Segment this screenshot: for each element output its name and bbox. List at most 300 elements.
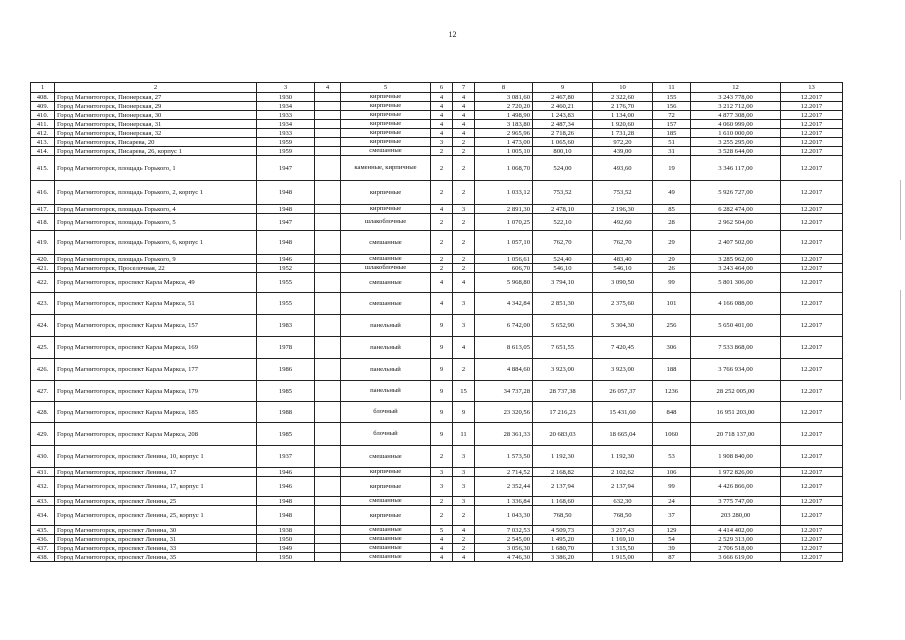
year-cell: 1934 bbox=[257, 102, 315, 111]
residential-area-cell: 7 420,45 bbox=[593, 337, 653, 359]
col4-cell bbox=[315, 506, 341, 526]
entrances-cell: 3 bbox=[453, 315, 475, 337]
wall-material-cell: кирпичные bbox=[341, 129, 431, 138]
living-area-cell: 1 495,20 bbox=[533, 535, 593, 544]
col-header-10: 10 bbox=[593, 83, 653, 93]
residential-area-cell: 2 176,70 bbox=[593, 102, 653, 111]
cost-cell: 5 801 306,00 bbox=[691, 273, 781, 293]
residents-cell: 24 bbox=[653, 497, 691, 506]
page-number: 12 bbox=[448, 30, 457, 39]
floors-cell: 4 bbox=[431, 293, 453, 315]
year-cell: 1933 bbox=[257, 129, 315, 138]
entrances-cell: 4 bbox=[453, 102, 475, 111]
total-area-cell: 2 352,44 bbox=[475, 477, 533, 497]
total-area-cell: 6 742,00 bbox=[475, 315, 533, 337]
year-cell: 1933 bbox=[257, 111, 315, 120]
address-cell: Город Магнитогорск, проспект Карла Маркса, 169 bbox=[55, 337, 257, 359]
address-cell: Город Магнитогорск, Пионерская, 30 bbox=[55, 111, 257, 120]
year-cell: 1978 bbox=[257, 337, 315, 359]
table-row bbox=[31, 293, 843, 315]
address-cell: Город Магнитогорск, проспект Ленина, 17 bbox=[55, 468, 257, 477]
cost-cell: 3 666 619,00 bbox=[691, 553, 781, 562]
cost-cell: 2 407 502,00 bbox=[691, 231, 781, 255]
wall-material-cell: смешанные bbox=[341, 293, 431, 315]
row-number-cell: 419. bbox=[31, 231, 55, 255]
table-row bbox=[31, 264, 843, 273]
table-row bbox=[31, 214, 843, 231]
address-cell: Город Магнитогорск, Проселочная, 22 bbox=[55, 264, 257, 273]
table-row bbox=[31, 381, 843, 402]
residential-area-cell: 1 731,28 bbox=[593, 129, 653, 138]
floors-cell: 2 bbox=[431, 181, 453, 205]
wall-material-cell: кирпичные bbox=[341, 102, 431, 111]
entrances-cell: 3 bbox=[453, 205, 475, 214]
date-cell: 12.2017 bbox=[781, 293, 843, 315]
residential-area-cell: 972,20 bbox=[593, 138, 653, 147]
residential-area-cell: 1 315,50 bbox=[593, 544, 653, 553]
address-cell: Город Магнитогорск, проспект Ленина, 31 bbox=[55, 535, 257, 544]
address-cell: Город Магнитогорск, Пионерская, 31 bbox=[55, 120, 257, 129]
living-area-cell: 7 651,55 bbox=[533, 337, 593, 359]
living-area-cell: 2 478,10 bbox=[533, 205, 593, 214]
total-area-cell: 1 573,50 bbox=[475, 446, 533, 468]
residents-cell: 188 bbox=[653, 359, 691, 381]
address-cell: Город Магнитогорск, Пионерская, 27 bbox=[55, 93, 257, 102]
address-cell: Город Магнитогорск, проспект Ленина, 10, корпус 1 bbox=[55, 446, 257, 468]
residents-cell: 49 bbox=[653, 181, 691, 205]
col4-cell bbox=[315, 535, 341, 544]
year-cell: 1948 bbox=[257, 205, 315, 214]
living-area-cell: 20 683,03 bbox=[533, 423, 593, 446]
col4-cell bbox=[315, 231, 341, 255]
address-cell: Город Магнитогорск, площадь Горького, 2, корпус 1 bbox=[55, 181, 257, 205]
row-number-cell: 416. bbox=[31, 181, 55, 205]
total-area-cell: 3 183,80 bbox=[475, 120, 533, 129]
entrances-cell: 2 bbox=[453, 359, 475, 381]
living-area-cell: 800,10 bbox=[533, 147, 593, 156]
col4-cell bbox=[315, 497, 341, 506]
date-cell: 12.2017 bbox=[781, 93, 843, 102]
residential-area-cell: 1 169,10 bbox=[593, 535, 653, 544]
floors-cell: 2 bbox=[431, 231, 453, 255]
table-row bbox=[31, 506, 843, 526]
living-area-cell: 524,40 bbox=[533, 255, 593, 264]
date-cell: 12.2017 bbox=[781, 138, 843, 147]
floors-cell: 4 bbox=[431, 111, 453, 120]
floors-cell: 9 bbox=[431, 423, 453, 446]
col4-cell bbox=[315, 468, 341, 477]
cost-cell: 6 282 474,00 bbox=[691, 205, 781, 214]
address-cell: Город Магнитогорск, Писарева, 26, корпус 1 bbox=[55, 147, 257, 156]
residents-cell: 129 bbox=[653, 526, 691, 535]
year-cell: 1938 bbox=[257, 526, 315, 535]
entrances-cell: 3 bbox=[453, 468, 475, 477]
wall-material-cell: кирпичные bbox=[341, 181, 431, 205]
residents-cell: 51 bbox=[653, 138, 691, 147]
residents-cell: 306 bbox=[653, 337, 691, 359]
wall-material-cell: кирпичные bbox=[341, 120, 431, 129]
living-area-cell: 28 737,38 bbox=[533, 381, 593, 402]
entrances-cell: 2 bbox=[453, 255, 475, 264]
col-header-11: 11 bbox=[653, 83, 691, 93]
floors-cell: 2 bbox=[431, 446, 453, 468]
year-cell: 1948 bbox=[257, 181, 315, 205]
year-cell: 1985 bbox=[257, 381, 315, 402]
cost-cell: 3 775 747,00 bbox=[691, 497, 781, 506]
table-row bbox=[31, 402, 843, 423]
year-cell: 1946 bbox=[257, 477, 315, 497]
table-row bbox=[31, 423, 843, 446]
wall-material-cell: шлакоблочные bbox=[341, 264, 431, 273]
table-row bbox=[31, 497, 843, 506]
wall-material-cell: смешанные bbox=[341, 553, 431, 562]
wall-material-cell: кирпичные bbox=[341, 477, 431, 497]
year-cell: 1952 bbox=[257, 264, 315, 273]
table-row bbox=[31, 535, 843, 544]
row-number-cell: 411. bbox=[31, 120, 55, 129]
date-cell: 12.2017 bbox=[781, 181, 843, 205]
date-cell: 12.2017 bbox=[781, 273, 843, 293]
floors-cell: 2 bbox=[431, 506, 453, 526]
living-area-cell: 753,52 bbox=[533, 181, 593, 205]
table-row bbox=[31, 446, 843, 468]
date-cell: 12.2017 bbox=[781, 506, 843, 526]
living-area-cell: 5 652,90 bbox=[533, 315, 593, 337]
date-cell: 12.2017 bbox=[781, 129, 843, 138]
table-row bbox=[31, 102, 843, 111]
address-cell: Город Магнитогорск, проспект Карла Маркса, 177 bbox=[55, 359, 257, 381]
col-header-7: 7 bbox=[453, 83, 475, 93]
row-number-cell: 413. bbox=[31, 138, 55, 147]
living-area-cell: 3 794,10 bbox=[533, 273, 593, 293]
table-row bbox=[31, 138, 843, 147]
address-cell: Город Магнитогорск, площадь Горького, 4 bbox=[55, 205, 257, 214]
scan-artifact bbox=[900, 180, 901, 240]
address-cell: Город Магнитогорск, проспект Карла Маркса, 208 bbox=[55, 423, 257, 446]
year-cell: 1959 bbox=[257, 147, 315, 156]
row-number-cell: 412. bbox=[31, 129, 55, 138]
table-row bbox=[31, 93, 843, 102]
total-area-cell: 8 613,05 bbox=[475, 337, 533, 359]
residential-area-cell: 18 665,04 bbox=[593, 423, 653, 446]
scan-artifact bbox=[900, 290, 901, 400]
col4-cell bbox=[315, 446, 341, 468]
wall-material-cell: смешанные bbox=[341, 497, 431, 506]
residential-area-cell: 2 137,94 bbox=[593, 477, 653, 497]
living-area-cell: 2 718,26 bbox=[533, 129, 593, 138]
residents-cell: 54 bbox=[653, 535, 691, 544]
residential-area-cell: 2 102,62 bbox=[593, 468, 653, 477]
year-cell: 1948 bbox=[257, 506, 315, 526]
residents-cell: 26 bbox=[653, 264, 691, 273]
floors-cell: 2 bbox=[431, 214, 453, 231]
col-header-12: 12 bbox=[691, 83, 781, 93]
living-area-cell: 2 851,30 bbox=[533, 293, 593, 315]
cost-cell: 3 528 644,00 bbox=[691, 147, 781, 156]
living-area-cell: 768,50 bbox=[533, 506, 593, 526]
address-cell: Город Магнитогорск, Пионерская, 32 bbox=[55, 129, 257, 138]
floors-cell: 4 bbox=[431, 535, 453, 544]
date-cell: 12.2017 bbox=[781, 147, 843, 156]
cost-cell: 3 255 295,00 bbox=[691, 138, 781, 147]
total-area-cell: 3 056,30 bbox=[475, 544, 533, 553]
living-area-cell: 2 467,80 bbox=[533, 93, 593, 102]
date-cell: 12.2017 bbox=[781, 337, 843, 359]
table-row bbox=[31, 129, 843, 138]
col4-cell bbox=[315, 264, 341, 273]
date-cell: 12.2017 bbox=[781, 214, 843, 231]
col-header-4: 4 bbox=[315, 83, 341, 93]
year-cell: 1950 bbox=[257, 535, 315, 544]
residents-cell: 99 bbox=[653, 477, 691, 497]
year-cell: 1937 bbox=[257, 446, 315, 468]
year-cell: 1930 bbox=[257, 93, 315, 102]
cost-cell: 5 650 401,00 bbox=[691, 315, 781, 337]
residents-cell: 848 bbox=[653, 402, 691, 423]
table-row bbox=[31, 544, 843, 553]
date-cell: 12.2017 bbox=[781, 446, 843, 468]
col4-cell bbox=[315, 102, 341, 111]
floors-cell: 4 bbox=[431, 102, 453, 111]
residents-cell: 29 bbox=[653, 255, 691, 264]
residents-cell: 39 bbox=[653, 544, 691, 553]
floors-cell: 9 bbox=[431, 359, 453, 381]
table-row bbox=[31, 477, 843, 497]
wall-material-cell: кирпичные bbox=[341, 506, 431, 526]
residential-area-cell: 2 375,60 bbox=[593, 293, 653, 315]
entrances-cell: 4 bbox=[453, 93, 475, 102]
row-number-cell: 425. bbox=[31, 337, 55, 359]
entrances-cell: 11 bbox=[453, 423, 475, 446]
row-number-cell: 426. bbox=[31, 359, 55, 381]
col-header-5: 5 bbox=[341, 83, 431, 93]
col4-cell bbox=[315, 423, 341, 446]
date-cell: 12.2017 bbox=[781, 231, 843, 255]
residential-area-cell: 1 134,00 bbox=[593, 111, 653, 120]
total-area-cell: 3 081,60 bbox=[475, 93, 533, 102]
row-number-cell: 423. bbox=[31, 293, 55, 315]
entrances-cell: 2 bbox=[453, 138, 475, 147]
residents-cell: 72 bbox=[653, 111, 691, 120]
total-area-cell: 4 342,84 bbox=[475, 293, 533, 315]
wall-material-cell: кирпичные bbox=[341, 468, 431, 477]
floors-cell: 4 bbox=[431, 544, 453, 553]
total-area-cell: 1 070,25 bbox=[475, 214, 533, 231]
floors-cell: 2 bbox=[431, 156, 453, 181]
row-number-cell: 427. bbox=[31, 381, 55, 402]
year-cell: 1947 bbox=[257, 156, 315, 181]
row-number-cell: 438. bbox=[31, 553, 55, 562]
total-area-cell: 1 068,70 bbox=[475, 156, 533, 181]
total-area-cell: 1 056,61 bbox=[475, 255, 533, 264]
table-row bbox=[31, 231, 843, 255]
wall-material-cell: каменные, кирпичные bbox=[341, 156, 431, 181]
col4-cell bbox=[315, 205, 341, 214]
address-cell: Город Магнитогорск, Пионерская, 29 bbox=[55, 102, 257, 111]
entrances-cell: 4 bbox=[453, 273, 475, 293]
floors-cell: 3 bbox=[431, 477, 453, 497]
living-area-cell: 1 192,30 bbox=[533, 446, 593, 468]
address-cell: Город Магнитогорск, проспект Ленина, 33 bbox=[55, 544, 257, 553]
address-cell: Город Магнитогорск, проспект Карла Маркса, 49 bbox=[55, 273, 257, 293]
col4-cell bbox=[315, 544, 341, 553]
row-number-cell: 434. bbox=[31, 506, 55, 526]
year-cell: 1946 bbox=[257, 468, 315, 477]
year-cell: 1959 bbox=[257, 138, 315, 147]
residential-area-cell: 483,40 bbox=[593, 255, 653, 264]
date-cell: 12.2017 bbox=[781, 497, 843, 506]
row-number-cell: 410. bbox=[31, 111, 55, 120]
row-number-cell: 436. bbox=[31, 535, 55, 544]
floors-cell: 4 bbox=[431, 553, 453, 562]
entrances-cell: 4 bbox=[453, 526, 475, 535]
entrances-cell: 2 bbox=[453, 544, 475, 553]
year-cell: 1948 bbox=[257, 231, 315, 255]
living-area-cell: 4 509,73 bbox=[533, 526, 593, 535]
residential-area-cell: 1 920,60 bbox=[593, 120, 653, 129]
cost-cell: 3 243 464,00 bbox=[691, 264, 781, 273]
living-area-cell: 2 487,34 bbox=[533, 120, 593, 129]
row-number-cell: 417. bbox=[31, 205, 55, 214]
total-area-cell: 2 720,20 bbox=[475, 102, 533, 111]
cost-cell: 5 926 727,00 bbox=[691, 181, 781, 205]
floors-cell: 4 bbox=[431, 273, 453, 293]
col4-cell bbox=[315, 138, 341, 147]
residents-cell: 101 bbox=[653, 293, 691, 315]
cost-cell: 4 060 999,00 bbox=[691, 120, 781, 129]
year-cell: 1946 bbox=[257, 255, 315, 264]
living-area-cell: 2 137,94 bbox=[533, 477, 593, 497]
cost-cell: 3 285 962,00 bbox=[691, 255, 781, 264]
date-cell: 12.2017 bbox=[781, 120, 843, 129]
residential-area-cell: 753,52 bbox=[593, 181, 653, 205]
residential-area-cell: 26 057,37 bbox=[593, 381, 653, 402]
date-cell: 12.2017 bbox=[781, 315, 843, 337]
total-area-cell: 2 545,00 bbox=[475, 535, 533, 544]
entrances-cell: 4 bbox=[453, 111, 475, 120]
year-cell: 1934 bbox=[257, 120, 315, 129]
wall-material-cell: смешанные bbox=[341, 535, 431, 544]
date-cell: 12.2017 bbox=[781, 468, 843, 477]
residential-area-cell: 632,30 bbox=[593, 497, 653, 506]
year-cell: 1950 bbox=[257, 553, 315, 562]
residential-area-cell: 3 090,50 bbox=[593, 273, 653, 293]
col4-cell bbox=[315, 359, 341, 381]
cost-cell: 3 243 778,00 bbox=[691, 93, 781, 102]
entrances-cell: 3 bbox=[453, 477, 475, 497]
row-number-cell: 429. bbox=[31, 423, 55, 446]
residential-area-cell: 768,50 bbox=[593, 506, 653, 526]
row-number-cell: 418. bbox=[31, 214, 55, 231]
col4-cell bbox=[315, 255, 341, 264]
entrances-cell: 2 bbox=[453, 231, 475, 255]
table-row bbox=[31, 120, 843, 129]
wall-material-cell: панельный bbox=[341, 359, 431, 381]
living-area-cell: 3 923,00 bbox=[533, 359, 593, 381]
wall-material-cell: панельный bbox=[341, 315, 431, 337]
date-cell: 12.2017 bbox=[781, 544, 843, 553]
floors-cell: 2 bbox=[431, 147, 453, 156]
residential-area-cell: 493,60 bbox=[593, 156, 653, 181]
wall-material-cell: кирпичные bbox=[341, 111, 431, 120]
residential-area-cell: 1 915,00 bbox=[593, 553, 653, 562]
residential-area-cell: 546,10 bbox=[593, 264, 653, 273]
address-cell: Город Магнитогорск, проспект Ленина, 35 bbox=[55, 553, 257, 562]
address-cell: Город Магнитогорск, площадь Горького, 5 bbox=[55, 214, 257, 231]
cost-cell: 2 529 313,00 bbox=[691, 535, 781, 544]
address-cell: Город Магнитогорск, проспект Карла Маркса, 157 bbox=[55, 315, 257, 337]
table-row bbox=[31, 255, 843, 264]
row-number-cell: 409. bbox=[31, 102, 55, 111]
residents-cell: 1236 bbox=[653, 381, 691, 402]
col4-cell bbox=[315, 337, 341, 359]
entrances-cell: 3 bbox=[453, 497, 475, 506]
address-cell: Город Магнитогорск, Писарева, 20 bbox=[55, 138, 257, 147]
cost-cell: 20 718 137,00 bbox=[691, 423, 781, 446]
col4-cell bbox=[315, 156, 341, 181]
date-cell: 12.2017 bbox=[781, 381, 843, 402]
cost-cell: 1 908 840,00 bbox=[691, 446, 781, 468]
total-area-cell: 606,70 bbox=[475, 264, 533, 273]
floors-cell: 2 bbox=[431, 264, 453, 273]
entrances-cell: 4 bbox=[453, 120, 475, 129]
row-number-cell: 428. bbox=[31, 402, 55, 423]
col4-cell bbox=[315, 147, 341, 156]
cost-cell: 2 706 518,00 bbox=[691, 544, 781, 553]
address-cell: Город Магнитогорск, площадь Горького, 9 bbox=[55, 255, 257, 264]
entrances-cell: 4 bbox=[453, 337, 475, 359]
wall-material-cell: смешанные bbox=[341, 273, 431, 293]
wall-material-cell: смешанные bbox=[341, 231, 431, 255]
wall-material-cell: смешанные bbox=[341, 544, 431, 553]
col4-cell bbox=[315, 120, 341, 129]
living-area-cell: 524,00 bbox=[533, 156, 593, 181]
table-row bbox=[31, 337, 843, 359]
residents-cell: 256 bbox=[653, 315, 691, 337]
date-cell: 12.2017 bbox=[781, 535, 843, 544]
residents-cell: 157 bbox=[653, 120, 691, 129]
residents-cell: 19 bbox=[653, 156, 691, 181]
col-header-8: 8 bbox=[475, 83, 533, 93]
entrances-cell: 2 bbox=[453, 214, 475, 231]
year-cell: 1955 bbox=[257, 293, 315, 315]
year-cell: 1947 bbox=[257, 214, 315, 231]
residential-area-cell: 3 217,43 bbox=[593, 526, 653, 535]
total-area-cell: 1 033,12 bbox=[475, 181, 533, 205]
address-cell: Город Магнитогорск, проспект Карла Маркса, 185 bbox=[55, 402, 257, 423]
entrances-cell: 2 bbox=[453, 147, 475, 156]
wall-material-cell: панельный bbox=[341, 337, 431, 359]
col4-cell bbox=[315, 273, 341, 293]
entrances-cell: 2 bbox=[453, 181, 475, 205]
col4-cell bbox=[315, 553, 341, 562]
floors-cell: 3 bbox=[431, 138, 453, 147]
wall-material-cell: кирпичные bbox=[341, 93, 431, 102]
residents-cell: 99 bbox=[653, 273, 691, 293]
cost-cell: 28 252 005,00 bbox=[691, 381, 781, 402]
date-cell: 12.2017 bbox=[781, 111, 843, 120]
living-area-cell: 1 243,83 bbox=[533, 111, 593, 120]
table-row bbox=[31, 273, 843, 293]
table-row bbox=[31, 205, 843, 214]
date-cell: 12.2017 bbox=[781, 255, 843, 264]
floors-cell: 4 bbox=[431, 93, 453, 102]
date-cell: 12.2017 bbox=[781, 402, 843, 423]
col4-cell bbox=[315, 214, 341, 231]
entrances-cell: 2 bbox=[453, 264, 475, 273]
floors-cell: 9 bbox=[431, 337, 453, 359]
entrances-cell: 15 bbox=[453, 381, 475, 402]
